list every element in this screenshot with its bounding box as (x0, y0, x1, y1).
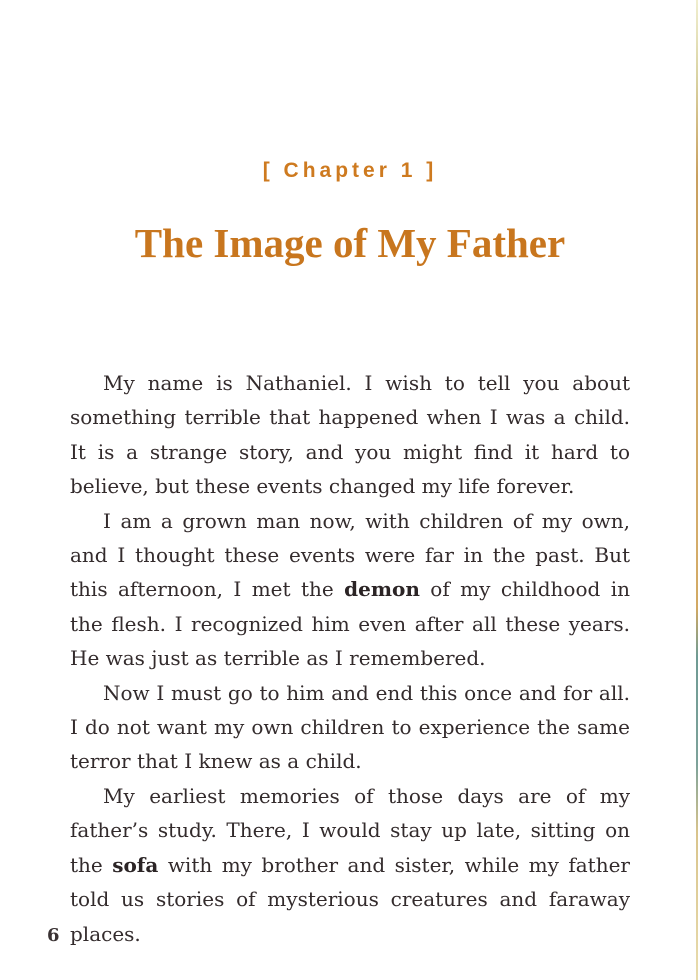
page-number: 6 (47, 925, 60, 946)
body-paragraph (70, 366, 630, 504)
text-run: Now I must go to him and end this once and for all. I do not want my own children to experience the same terror that I knew as a child. (70, 680, 630, 774)
text-run: My earliest memories of those days are of my father’s study. There, I would stay up late, sitting on the (70, 783, 630, 877)
chapter-label: [ Chapter 1 ] (262, 159, 438, 182)
body-paragraph (70, 676, 630, 779)
chapter-title: The Image of My Father (134, 220, 566, 266)
text-run: My name is Nathaniel. I wish to tell you about something terrible that happened when I was a child. It is a strange story, and you might find it hard to believe, but these events changed my life forever. (70, 371, 630, 499)
body-paragraph (70, 779, 630, 951)
body-text (70, 366, 630, 951)
text-run: I am a grown man now, with children of my own, and I thought these events were far in the past. But this afternoon, I met the (70, 508, 630, 602)
bold-keyword: demon (344, 577, 420, 602)
page-edge-line (696, 0, 698, 980)
text-run: of my childhood in the flesh. I recognized him even after all these years. He was just as terrible as I remembered. (70, 577, 630, 671)
body-paragraph (70, 504, 630, 676)
bold-keyword: sofa (112, 852, 159, 877)
text-run: with my brother and sister, while my father told us stories of mysterious creatures and faraway places. (70, 852, 630, 946)
